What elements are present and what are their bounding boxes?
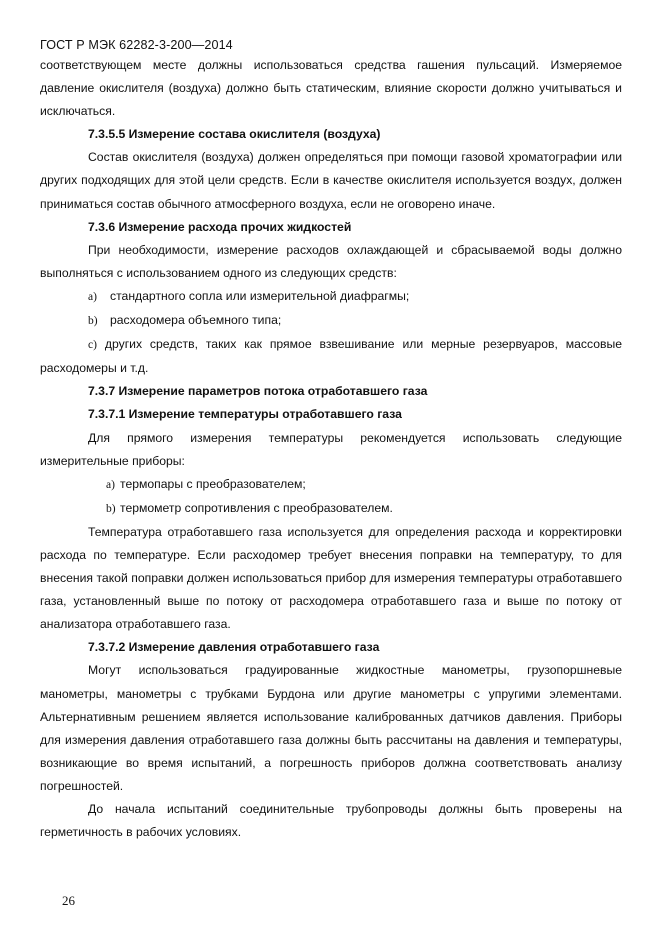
- list-marker: a): [88, 290, 97, 303]
- heading-7-3-5-5: 7.3.5.5 Измерение состава окислителя (воздуха): [88, 127, 381, 142]
- list-item-text: термопары с преобразователем;: [120, 476, 306, 491]
- list-item: [40, 285, 622, 309]
- list-item: [40, 333, 622, 380]
- paragraph-exhaust-pressure: Могут использоваться градуированные жидкостные манометры, грузопоршневые манометры, манометры с трубками Бурдона или другие манометры с упругими элементами. Альтернативным решением является использование калиброванных датчиков давления. Приборы для измерения давления отработавшего газа должны быть рассчитаны на давления и температуры, возникающие во время испытаний, а погрешность приборов должна соответствовать анализу погрешностей.: [40, 663, 622, 793]
- document-header: ГОСТ Р МЭК 62282-3-200—2014: [40, 38, 233, 52]
- list-item-text: расходомера объемного типа;: [110, 313, 282, 328]
- paragraph-pulsation: соответствующем месте должны использоваться средства гашения пульсаций. Измеряемое давление окислителя (воздуха) должно быть статическим, влияние скорости должно учитываться и исключаться.: [40, 58, 622, 119]
- paragraph-leak-test: До начала испытаний соединительные трубопроводы должны быть проверены на герметичность в рабочих условиях.: [40, 802, 622, 840]
- heading-7-3-7: 7.3.7 Измерение параметров потока отработавшего газа: [88, 384, 428, 399]
- paragraph-temperature-instruments: Для прямого измерения температуры рекомендуется использовать следующие измерительные приборы:: [40, 430, 622, 468]
- paragraph-exhaust-temperature: Температура отработавшего газа используется для определения расхода и корректировки расхода по температуре. Если расходомер требует внесения поправки на температуру, то для внесения такой поправки должен использоваться прибор для измерения температуры отработавшего газа, установленный выше по потоку от расходомера отработавшего газа и выше по потоку от анализатора отработавшего газа.: [40, 524, 622, 632]
- list-marker: a): [106, 478, 115, 491]
- page-number: 26: [62, 893, 75, 908]
- list-marker: b): [88, 315, 98, 328]
- paragraph-oxidant-composition: Состав окислителя (воздуха) должен определяться при помощи газовой хроматографии или других подходящих для этой цели средств. Если в качестве окислителя используется воздух, должен приниматься состав обычного атмосферного воздуха, если не оговорено иначе.: [40, 150, 622, 211]
- list-item-text: термометр сопротивления с преобразователем.: [120, 500, 393, 515]
- list-item: [40, 473, 622, 497]
- heading-7-3-7-1: 7.3.7.1 Измерение температуры отработавшего газа: [88, 407, 402, 422]
- list-marker: c): [88, 339, 97, 352]
- heading-7-3-7-2: 7.3.7.2 Измерение давления отработавшего газа: [88, 640, 380, 655]
- list-item-text: стандартного сопла или измерительной диафрагмы;: [110, 288, 410, 303]
- list-item: [40, 497, 622, 521]
- heading-7-3-6: 7.3.6 Измерение расхода прочих жидкостей: [88, 219, 352, 234]
- document-body: [40, 54, 622, 844]
- list-item-text: других средств, таких как прямое взвешивание или мерные резервуаров, массовые расходомеры и т.д.: [40, 337, 622, 376]
- paragraph-liquid-flow: При необходимости, измерение расходов охлаждающей и сбрасываемой воды должно выполняться с использованием одного из следующих средств:: [40, 242, 622, 280]
- list-marker: b): [106, 502, 116, 515]
- list-item: [40, 309, 622, 333]
